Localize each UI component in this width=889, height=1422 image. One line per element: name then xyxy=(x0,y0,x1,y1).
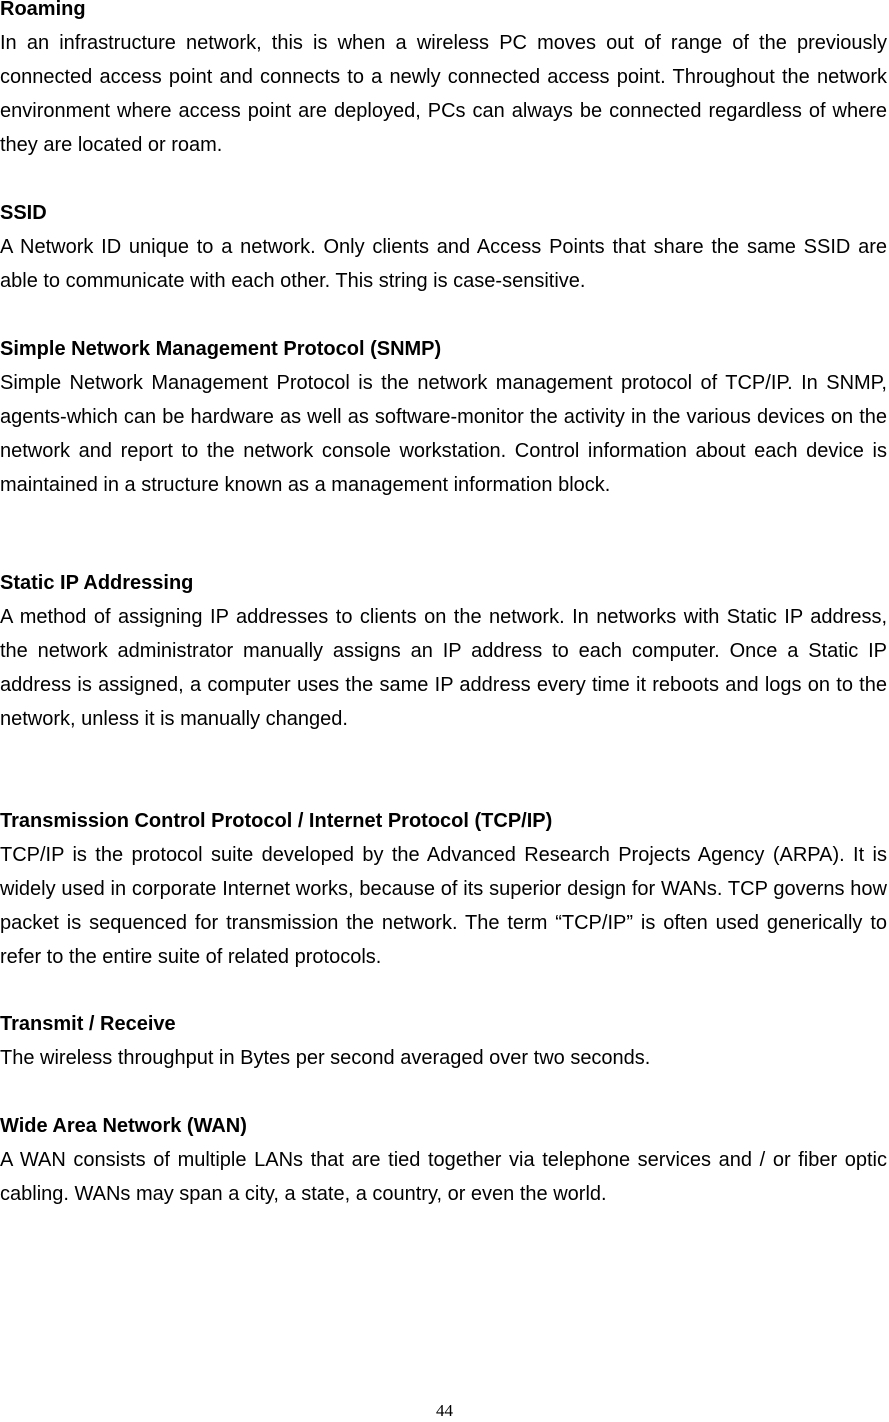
glossary-entry-roaming xyxy=(0,0,887,162)
term-definition: A Network ID unique to a network. Only clients and Access Points that share the same SSID are able to communicate with each other. This string is case-sensitive. xyxy=(0,236,887,292)
glossary-entry-wan xyxy=(0,1109,887,1211)
term-heading: Wide Area Network (WAN) xyxy=(0,1115,247,1137)
term-definition: A method of assigning IP addresses to clients on the network. In networks with Static IP address, the network administrator manually assigns an IP address to each computer. Once a Static IP address is assigned, a computer uses the same IP address every time it reboots and logs on to the network, unless it is manually changed. xyxy=(0,606,887,730)
term-definition: TCP/IP is the protocol suite developed by the Advanced Research Projects Agency (ARPA). It is widely used in corporate Internet works, because of its superior design for WANs. TCP governs how packet is sequenced for transmission the network. The term “TCP/IP” is often used generically to refer to the entire suite of related protocols. xyxy=(0,844,887,968)
page-number: 44 xyxy=(436,1401,453,1420)
glossary-entry-tcp-ip xyxy=(0,804,887,974)
glossary-entry-transmit-receive xyxy=(0,1007,887,1075)
term-definition: The wireless throughput in Bytes per second averaged over two seconds. xyxy=(0,1047,651,1069)
term-definition: Simple Network Management Protocol is the network management protocol of TCP/IP. In SNMP, agents-which can be hardware as well as software-monitor the activity in the various devices on the network and report to the network console workstation. Control information about each device is maintained in a structure known as a management information block. xyxy=(0,372,887,496)
term-heading: Static IP Addressing xyxy=(0,572,194,594)
term-definition: A WAN consists of multiple LANs that are tied together via telephone services and / or fiber optic cabling. WANs may span a city, a state, a country, or even the world. xyxy=(0,1149,887,1205)
glossary-entry-static-ip xyxy=(0,566,887,736)
term-heading: SSID xyxy=(0,202,47,224)
term-heading: Transmit / Receive xyxy=(0,1013,176,1035)
term-heading: Roaming xyxy=(0,0,86,20)
glossary-entry-snmp xyxy=(0,332,887,502)
term-definition: In an infrastructure network, this is when a wireless PC moves out of range of the previously connected access point and connects to a newly connected access point. Throughout the network environment where access point are deployed, PCs can always be connected regardless of where they are located or roam. xyxy=(0,32,887,156)
term-heading: Transmission Control Protocol / Internet Protocol (TCP/IP) xyxy=(0,810,553,832)
glossary-entry-ssid xyxy=(0,196,887,298)
term-heading: Simple Network Management Protocol (SNMP) xyxy=(0,338,442,360)
